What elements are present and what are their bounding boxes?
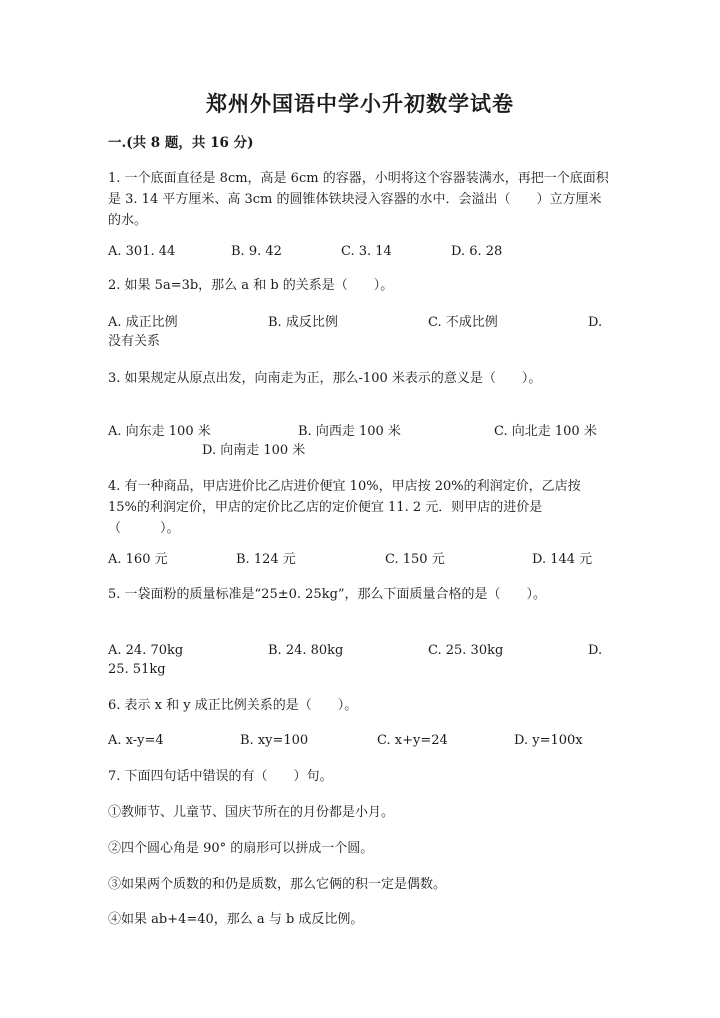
question-1-option-a: A. 301. 44 [108, 244, 176, 259]
question-4-stem: 4. 有一种商品，甲店进价比乙店进价便宜 10%，甲店按 20%的利润定价，乙店按 15%的利润定价，甲店的定价比乙店的定价便宜 11. 2 元．则甲店的进价是（ ）。 [108, 479, 581, 536]
question-3-option-c: C. 向北走 100 米 [494, 424, 597, 439]
question-7-statement-1: ①教师节、儿童节、国庆节所在的月份都是小月。 [108, 805, 395, 820]
question-2-option-c: C. 不成比例 [428, 315, 498, 330]
question-7-statement-3: ③如果两个质数的和仍是质数，那么它俩的积一定是偶数。 [108, 877, 447, 892]
question-3-stem: 3. 如果规定从原点出发，向南走为正，那么-100 米表示的意义是（ ）。 [108, 371, 542, 386]
question-1-option-b: B. 9. 42 [231, 244, 282, 259]
question-6-option-b: B. xy=100 [240, 733, 309, 748]
question-4-option-d: D. 144 元 [532, 552, 593, 567]
question-1-option-d: D. 6. 28 [451, 244, 503, 259]
question-7-statement-4: ④如果 ab+4=40，那么 a 与 b 成反比例。 [108, 912, 364, 927]
question-5-stem: 5. 一袋面粉的质量标准是“25±0. 25kg”，那么下面质量合格的是（ ）。 [108, 587, 547, 602]
question-2-option-b: B. 成反比例 [268, 315, 338, 330]
question-7-stem: 7. 下面四句话中错误的有（ ）句。 [108, 769, 333, 784]
page-title: 郑州外国语中学小升初数学试卷 [206, 91, 514, 116]
question-1-option-c: C. 3. 14 [341, 244, 392, 259]
question-4-option-b: B. 124 元 [236, 552, 296, 567]
question-3-option-b: B. 向西走 100 米 [298, 424, 401, 439]
question-6-option-a: A. x-y=4 [108, 733, 164, 748]
section-heading: 一.(共 8 题，共 16 分) [108, 135, 254, 151]
question-6-option-d: D. y=100x [514, 733, 583, 748]
question-2-option-a: A. 成正比例 [108, 315, 178, 330]
question-7-statement-2: ②四个圆心角是 90° 的扇形可以拼成一个圆。 [108, 841, 374, 856]
question-4-option-a: A. 160 元 [108, 552, 168, 567]
question-2-stem: 2. 如果 5a=3b，那么 a 和 b 的关系是（ ）。 [108, 278, 394, 293]
question-3-option-d: D. 向南走 100 米 [202, 443, 306, 458]
question-2-option-d: D. 没有关系 [108, 315, 603, 349]
question-5-option-b: B. 24. 80kg [268, 643, 344, 658]
question-4-option-c: C. 150 元 [385, 552, 445, 567]
question-5-option-a: A. 24. 70kg [108, 643, 184, 658]
question-3-option-a: A. 向东走 100 米 [108, 424, 211, 439]
question-6-stem: 6. 表示 x 和 y 成正比例关系的是（ ）。 [108, 698, 358, 713]
question-5-option-c: C. 25. 30kg [428, 643, 504, 658]
question-1-stem: 1. 一个底面直径是 8cm，高是 6cm 的容器，小明将这个容器装满水，再把一个底面积是 3. 14 平方厘米、高 3cm 的圆锥体铁块浸入容器的水中．会溢出（ ）立方厘米的水。 [108, 171, 609, 228]
question-5-option-d: D. 25. 51kg [108, 643, 603, 677]
question-6-option-c: C. x+y=24 [377, 733, 448, 748]
